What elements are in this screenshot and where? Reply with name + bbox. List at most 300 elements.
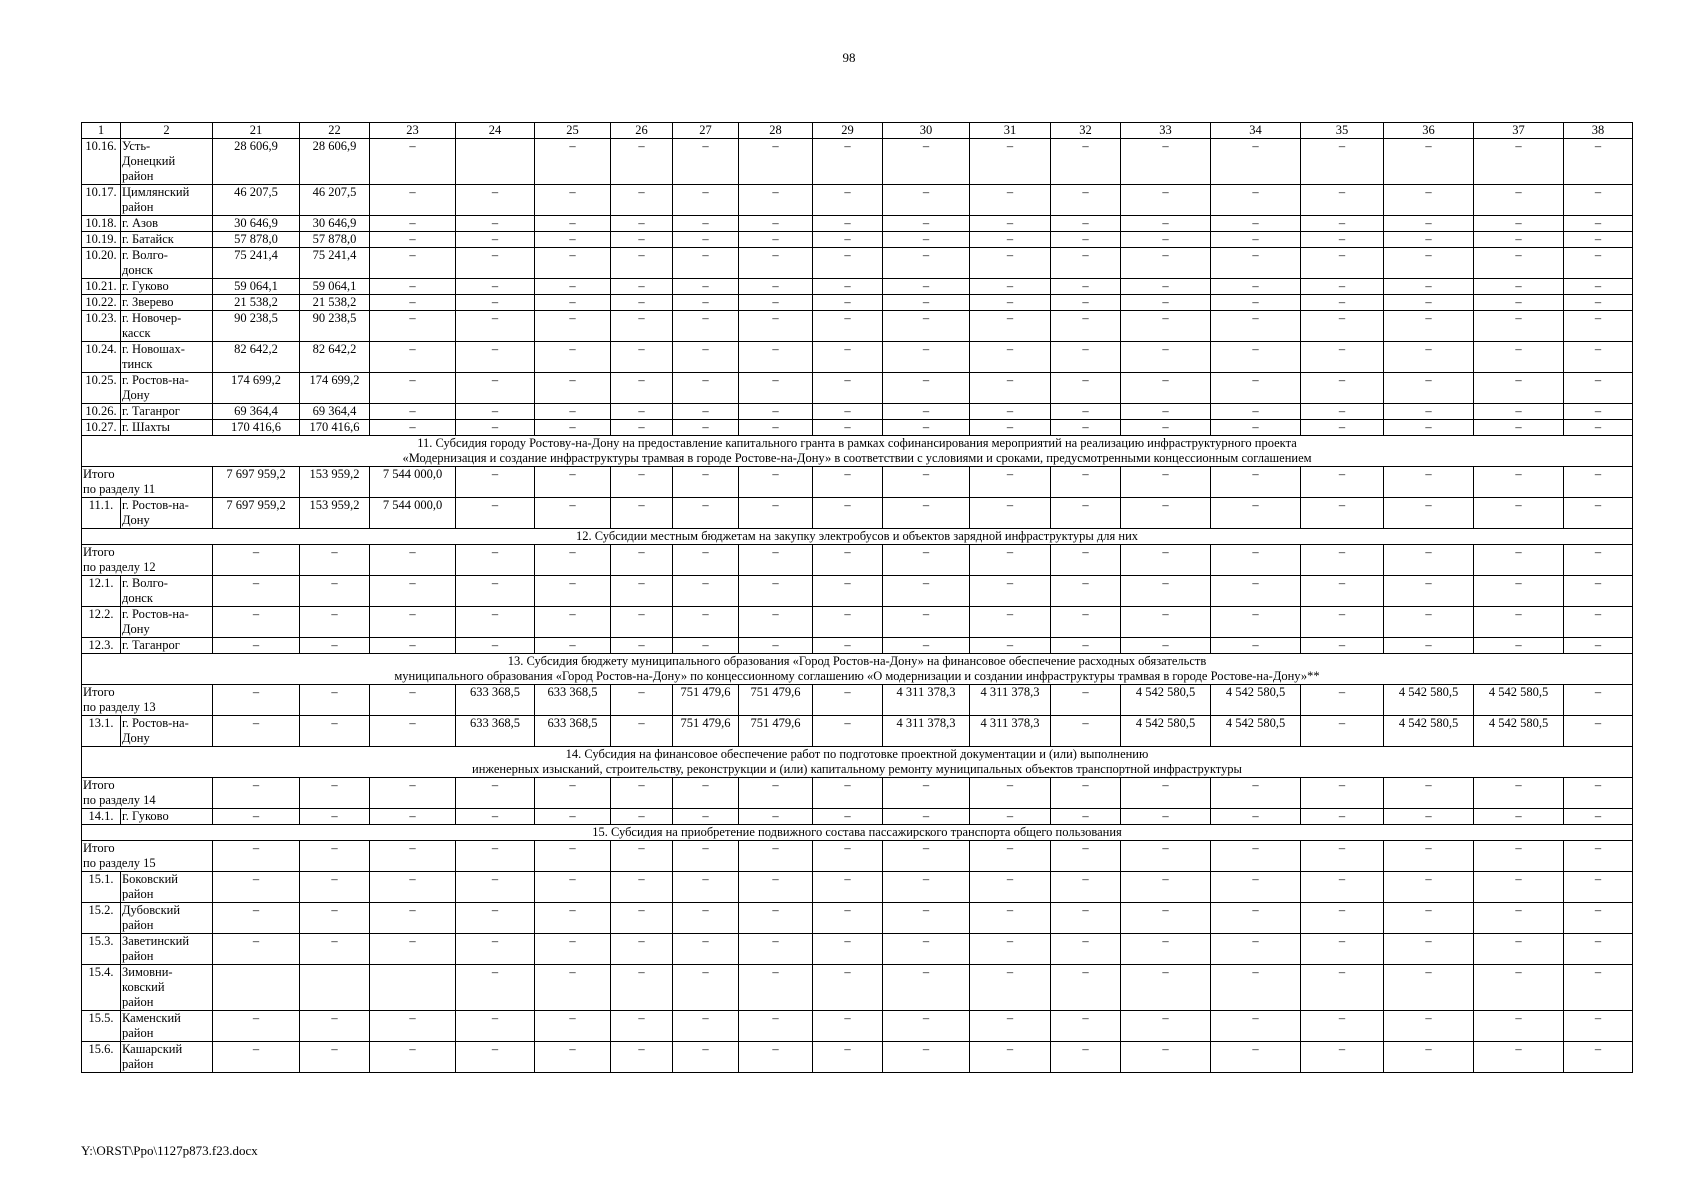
row-number: 12.2. [82, 607, 121, 638]
row-number: 12.3. [82, 638, 121, 654]
value-cell: – [1564, 420, 1633, 436]
value-cell: – [1051, 420, 1121, 436]
table-row [82, 232, 1633, 248]
value-cell: – [535, 279, 611, 295]
value-cell: – [970, 420, 1051, 436]
value-cell: – [535, 778, 611, 809]
value-cell: – [1564, 373, 1633, 404]
value-cell: – [456, 248, 535, 279]
column-header-cell: 25 [535, 123, 611, 139]
value-cell: – [970, 576, 1051, 607]
value-cell: – [1121, 498, 1211, 529]
value-cell: – [1564, 248, 1633, 279]
value-cell: – [970, 404, 1051, 420]
value-cell: – [673, 216, 739, 232]
value-cell: – [883, 809, 970, 825]
value-cell: – [1051, 232, 1121, 248]
value-cell: – [535, 903, 611, 934]
value-cell: – [1051, 778, 1121, 809]
value-cell: – [611, 498, 673, 529]
value-cell: – [813, 607, 883, 638]
value-cell: – [1301, 841, 1384, 872]
value-cell: – [456, 420, 535, 436]
value-cell: – [883, 965, 970, 1011]
column-header-cell: 31 [970, 123, 1051, 139]
value-cell: – [535, 420, 611, 436]
value-cell: – [1211, 185, 1301, 216]
value-cell: – [300, 716, 370, 747]
value-cell [300, 965, 370, 1011]
value-cell: – [1121, 903, 1211, 934]
value-cell: – [1384, 872, 1474, 903]
value-cell: 4 311 378,3 [883, 685, 970, 716]
value-cell: – [1564, 841, 1633, 872]
value-cell: – [1211, 607, 1301, 638]
value-cell: – [1301, 903, 1384, 934]
value-cell: – [1211, 778, 1301, 809]
row-number: 10.22. [82, 295, 121, 311]
value-cell: – [1211, 311, 1301, 342]
value-cell: 174 699,2 [213, 373, 300, 404]
value-cell: – [1474, 420, 1564, 436]
table-row [82, 872, 1633, 903]
value-cell: – [1301, 295, 1384, 311]
value-cell: – [739, 342, 813, 373]
value-cell: – [1384, 809, 1474, 825]
value-cell: – [883, 279, 970, 295]
value-cell: – [456, 903, 535, 934]
value-cell: – [1211, 1042, 1301, 1073]
value-cell: 21 538,2 [300, 295, 370, 311]
value-cell: – [370, 311, 456, 342]
value-cell: – [1474, 809, 1564, 825]
value-cell: – [213, 841, 300, 872]
row-number: 15.1. [82, 872, 121, 903]
section-title: 14. Субсидия на финансовое обеспечение работ по подготовке проектной документации и (или) выполнению инженерных изысканий, строительству, реконструкции и (или) капитальному ремонту муниципальных объектов транспортной инфраструктуры [82, 747, 1633, 778]
value-cell: – [1384, 467, 1474, 498]
value-cell: – [1051, 685, 1121, 716]
value-cell: – [1211, 420, 1301, 436]
value-cell: – [213, 778, 300, 809]
section-title-row [82, 436, 1633, 467]
value-cell: – [1384, 638, 1474, 654]
value-cell: 57 878,0 [213, 232, 300, 248]
value-cell: 4 542 580,5 [1211, 685, 1301, 716]
value-cell: – [1211, 1011, 1301, 1042]
value-cell: – [673, 638, 739, 654]
value-cell: – [1301, 139, 1384, 185]
section-total-row [82, 685, 1633, 716]
table-row [82, 342, 1633, 373]
value-cell: – [673, 420, 739, 436]
value-cell: – [883, 607, 970, 638]
row-number: 15.6. [82, 1042, 121, 1073]
value-cell: 174 699,2 [300, 373, 370, 404]
value-cell: – [370, 232, 456, 248]
value-cell: – [813, 139, 883, 185]
value-cell: – [1211, 498, 1301, 529]
value-cell: – [1301, 185, 1384, 216]
value-cell: 75 241,4 [300, 248, 370, 279]
value-cell: – [1211, 216, 1301, 232]
value-cell: – [370, 809, 456, 825]
value-cell: – [370, 576, 456, 607]
value-cell [370, 965, 456, 1011]
value-cell: – [673, 404, 739, 420]
column-header-cell: 23 [370, 123, 456, 139]
value-cell: – [1474, 1042, 1564, 1073]
value-cell: – [970, 778, 1051, 809]
value-cell: – [1474, 576, 1564, 607]
value-cell: – [970, 934, 1051, 965]
municipality-name: г. Новошах- тинск [121, 342, 213, 373]
value-cell: – [535, 311, 611, 342]
table-row [82, 576, 1633, 607]
value-cell: – [673, 467, 739, 498]
municipality-name: Кашарский район [121, 1042, 213, 1073]
column-header-cell: 22 [300, 123, 370, 139]
value-cell: 7 697 959,2 [213, 498, 300, 529]
value-cell: – [813, 498, 883, 529]
section-title-row [82, 529, 1633, 545]
column-header-cell: 21 [213, 123, 300, 139]
value-cell: 82 642,2 [213, 342, 300, 373]
section-title-row [82, 654, 1633, 685]
value-cell: – [611, 607, 673, 638]
subsidy-table [81, 122, 1633, 1073]
section-title: 12. Субсидии местным бюджетам на закупку электробусов и объектов зарядной инфраструктуры для них [82, 529, 1633, 545]
value-cell: – [1051, 576, 1121, 607]
municipality-name: г. Батайск [121, 232, 213, 248]
value-cell: – [883, 185, 970, 216]
value-cell: 7 697 959,2 [213, 467, 300, 498]
value-cell: – [611, 841, 673, 872]
value-cell: – [535, 139, 611, 185]
total-label: Итого по разделу 14 [82, 778, 213, 809]
file-path-footer: Y:\ORST\Ppo\1127p873.f23.docx [81, 1143, 258, 1158]
value-cell: – [611, 809, 673, 825]
row-number: 10.21. [82, 279, 121, 295]
municipality-name: г. Гуково [121, 809, 213, 825]
value-cell: – [883, 373, 970, 404]
value-cell: – [1211, 373, 1301, 404]
value-cell: – [1121, 1042, 1211, 1073]
value-cell: – [1564, 467, 1633, 498]
value-cell: – [673, 498, 739, 529]
value-cell: – [1301, 467, 1384, 498]
value-cell: – [1384, 342, 1474, 373]
table-row [82, 404, 1633, 420]
value-cell: – [883, 872, 970, 903]
value-cell: – [611, 248, 673, 279]
value-cell: – [535, 576, 611, 607]
value-cell: – [1564, 232, 1633, 248]
value-cell: – [456, 467, 535, 498]
value-cell: – [456, 809, 535, 825]
value-cell: – [535, 809, 611, 825]
value-cell: – [813, 373, 883, 404]
section-title-row [82, 825, 1633, 841]
value-cell: – [456, 576, 535, 607]
value-cell: – [970, 545, 1051, 576]
value-cell: – [1211, 467, 1301, 498]
value-cell: – [970, 139, 1051, 185]
value-cell [456, 139, 535, 185]
value-cell: – [813, 934, 883, 965]
municipality-name: г. Ростов-на- Дону [121, 716, 213, 747]
value-cell: – [213, 809, 300, 825]
value-cell: – [673, 903, 739, 934]
value-cell: – [1301, 279, 1384, 295]
value-cell: – [883, 934, 970, 965]
section-total-row [82, 545, 1633, 576]
value-cell: – [1211, 872, 1301, 903]
value-cell: – [813, 778, 883, 809]
value-cell: – [213, 934, 300, 965]
value-cell: – [1564, 685, 1633, 716]
value-cell: – [300, 685, 370, 716]
value-cell: – [213, 1011, 300, 1042]
value-cell: – [739, 638, 813, 654]
value-cell: – [1211, 342, 1301, 373]
row-number: 14.1. [82, 809, 121, 825]
value-cell: – [1121, 467, 1211, 498]
value-cell: – [739, 467, 813, 498]
value-cell: – [1301, 934, 1384, 965]
value-cell: – [456, 1042, 535, 1073]
value-cell: – [1301, 216, 1384, 232]
value-cell: – [813, 841, 883, 872]
value-cell: – [1051, 216, 1121, 232]
value-cell: – [535, 638, 611, 654]
value-cell: – [1121, 778, 1211, 809]
value-cell: – [1474, 248, 1564, 279]
value-cell: – [739, 139, 813, 185]
value-cell: – [883, 216, 970, 232]
value-cell: – [1121, 342, 1211, 373]
value-cell: – [370, 1011, 456, 1042]
section-total-row [82, 467, 1633, 498]
value-cell: – [611, 216, 673, 232]
column-header-cell: 30 [883, 123, 970, 139]
municipality-name: г. Таганрог [121, 404, 213, 420]
value-cell: – [970, 1011, 1051, 1042]
value-cell: – [1301, 638, 1384, 654]
row-number: 10.23. [82, 311, 121, 342]
value-cell: – [611, 903, 673, 934]
value-cell: – [1121, 872, 1211, 903]
table-row [82, 498, 1633, 529]
value-cell: – [813, 185, 883, 216]
value-cell: – [1564, 404, 1633, 420]
value-cell: – [1384, 139, 1474, 185]
value-cell: – [535, 965, 611, 1011]
value-cell: – [535, 545, 611, 576]
value-cell: – [739, 545, 813, 576]
value-cell: – [1121, 965, 1211, 1011]
value-cell: – [1564, 638, 1633, 654]
value-cell: – [370, 248, 456, 279]
table-row [82, 1011, 1633, 1042]
value-cell: – [1474, 185, 1564, 216]
value-cell: – [1301, 232, 1384, 248]
value-cell: – [370, 404, 456, 420]
value-cell: – [370, 420, 456, 436]
value-cell: – [739, 903, 813, 934]
value-cell: – [370, 373, 456, 404]
value-cell: 751 479,6 [673, 716, 739, 747]
value-cell: – [813, 279, 883, 295]
value-cell: – [1474, 311, 1564, 342]
value-cell: 4 311 378,3 [970, 685, 1051, 716]
value-cell: – [1051, 903, 1121, 934]
value-cell: 633 368,5 [535, 716, 611, 747]
section-total-row [82, 778, 1633, 809]
value-cell: – [535, 232, 611, 248]
value-cell: – [456, 638, 535, 654]
value-cell: – [673, 279, 739, 295]
value-cell: – [456, 279, 535, 295]
value-cell: – [673, 342, 739, 373]
value-cell: – [1121, 638, 1211, 654]
value-cell: – [883, 467, 970, 498]
value-cell: – [535, 498, 611, 529]
value-cell: – [611, 1011, 673, 1042]
value-cell: – [883, 498, 970, 529]
value-cell: – [673, 232, 739, 248]
value-cell: – [611, 295, 673, 311]
value-cell: – [456, 185, 535, 216]
value-cell: – [535, 1042, 611, 1073]
value-cell: – [1301, 342, 1384, 373]
value-cell: – [739, 185, 813, 216]
value-cell: – [611, 311, 673, 342]
value-cell: – [300, 1011, 370, 1042]
value-cell: – [1051, 279, 1121, 295]
value-cell: – [1564, 809, 1633, 825]
table-row [82, 809, 1633, 825]
value-cell: – [673, 248, 739, 279]
value-cell: – [456, 545, 535, 576]
value-cell: – [213, 1042, 300, 1073]
value-cell: – [611, 185, 673, 216]
row-number: 15.5. [82, 1011, 121, 1042]
value-cell: – [300, 638, 370, 654]
value-cell: – [883, 139, 970, 185]
value-cell: – [611, 420, 673, 436]
value-cell: 90 238,5 [300, 311, 370, 342]
value-cell: – [1301, 965, 1384, 1011]
value-cell: – [370, 216, 456, 232]
value-cell: – [370, 716, 456, 747]
value-cell: – [883, 545, 970, 576]
value-cell: – [213, 903, 300, 934]
value-cell: – [739, 373, 813, 404]
value-cell: – [739, 311, 813, 342]
value-cell: – [813, 467, 883, 498]
value-cell: – [813, 545, 883, 576]
value-cell [213, 965, 300, 1011]
value-cell: – [1564, 342, 1633, 373]
column-header-cell: 1 [82, 123, 121, 139]
value-cell: – [535, 342, 611, 373]
value-cell: – [1474, 903, 1564, 934]
value-cell: 153 959,2 [300, 467, 370, 498]
value-cell: – [213, 872, 300, 903]
value-cell: – [535, 248, 611, 279]
value-cell: – [1564, 295, 1633, 311]
value-cell: – [1121, 545, 1211, 576]
value-cell: 28 606,9 [213, 139, 300, 185]
municipality-name: г. Шахты [121, 420, 213, 436]
value-cell: – [1384, 576, 1474, 607]
value-cell: – [1564, 607, 1633, 638]
value-cell: – [813, 638, 883, 654]
value-cell: – [883, 232, 970, 248]
value-cell: – [1051, 311, 1121, 342]
column-header-cell: 34 [1211, 123, 1301, 139]
section-title: 15. Субсидия на приобретение подвижного состава пассажирского транспорта общего пользования [82, 825, 1633, 841]
value-cell: – [1384, 420, 1474, 436]
value-cell: – [1301, 498, 1384, 529]
value-cell: 28 606,9 [300, 139, 370, 185]
value-cell: – [1564, 872, 1633, 903]
value-cell: 69 364,4 [300, 404, 370, 420]
value-cell: – [739, 809, 813, 825]
value-cell: – [456, 872, 535, 903]
row-number: 11.1. [82, 498, 121, 529]
value-cell: – [1301, 809, 1384, 825]
value-cell: – [1564, 778, 1633, 809]
value-cell: 633 368,5 [535, 685, 611, 716]
value-cell: – [883, 311, 970, 342]
value-cell: 82 642,2 [300, 342, 370, 373]
value-cell: 4 311 378,3 [970, 716, 1051, 747]
value-cell: – [1474, 373, 1564, 404]
value-cell: – [370, 139, 456, 185]
value-cell: 633 368,5 [456, 685, 535, 716]
value-cell: – [1384, 404, 1474, 420]
municipality-name: Зимовни- ковский район [121, 965, 213, 1011]
value-cell: – [1301, 716, 1384, 747]
value-cell: – [370, 778, 456, 809]
value-cell: – [970, 185, 1051, 216]
value-cell: – [370, 185, 456, 216]
value-cell: 4 542 580,5 [1384, 685, 1474, 716]
value-cell: – [813, 903, 883, 934]
value-cell: 46 207,5 [300, 185, 370, 216]
value-cell: – [456, 373, 535, 404]
value-cell: 59 064,1 [213, 279, 300, 295]
value-cell: – [1474, 778, 1564, 809]
value-cell: – [1384, 216, 1474, 232]
value-cell: – [673, 185, 739, 216]
column-header-cell: 24 [456, 123, 535, 139]
column-number-header-row [82, 123, 1633, 139]
municipality-name: Заветинский район [121, 934, 213, 965]
value-cell: – [213, 685, 300, 716]
value-cell: – [1301, 872, 1384, 903]
section-total-row [82, 841, 1633, 872]
section-title: 11. Субсидия городу Ростову-на-Дону на предоставление капитального гранта в рамках софинансирования мероприятий на реализацию инфраструктурного проекта «Модернизация и создание инфраструктуры трамвая в городе Ростове-на-Дону» в соответствии с условиями и сроками, предусмотренными концессионным соглашением [82, 436, 1633, 467]
value-cell: – [1564, 934, 1633, 965]
value-cell: – [611, 934, 673, 965]
value-cell: – [739, 279, 813, 295]
value-cell: – [739, 232, 813, 248]
value-cell: 7 544 000,0 [370, 467, 456, 498]
value-cell: – [370, 1042, 456, 1073]
value-cell: – [456, 498, 535, 529]
